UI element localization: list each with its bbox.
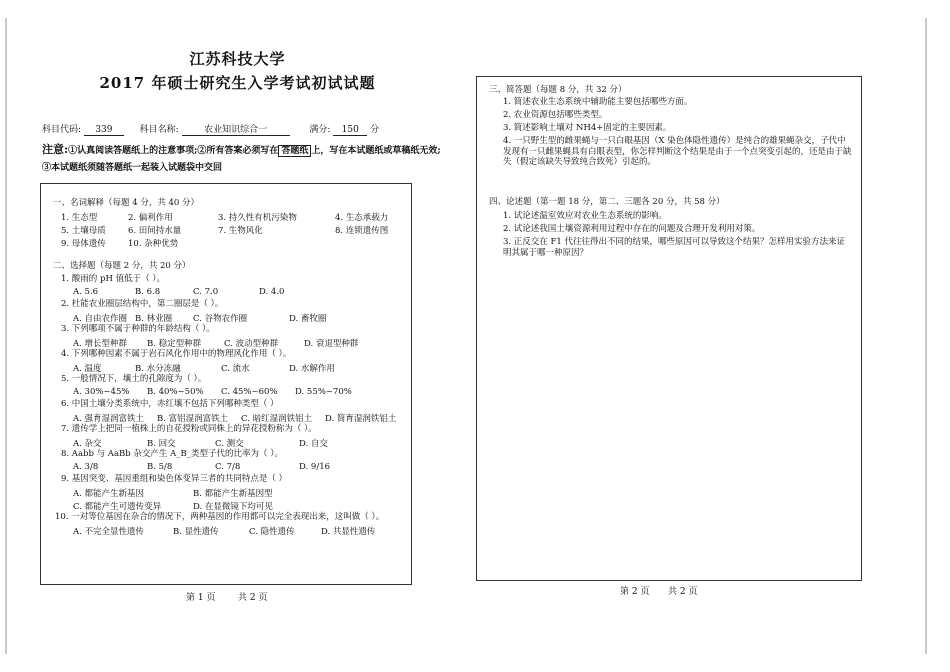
full-score: 150 — [333, 125, 367, 136]
option: B. 显性遗传 — [173, 527, 219, 537]
question-stem: 2. 杜能农业圈层结构中，第二圈层是（ ）。 — [61, 299, 224, 309]
option: D. 9/16 — [299, 462, 331, 472]
option: B. 5/8 — [147, 462, 173, 472]
term-item: 8. 连锁遗传图 — [335, 226, 389, 236]
term-item: 7. 生物风化 — [218, 226, 263, 236]
option: D. 自交 — [299, 439, 328, 449]
page2-question-box — [476, 76, 862, 581]
term-item: 9. 母体遗传 — [61, 239, 106, 249]
essay-item: 1. 试论述温室效应对农业生态系统的影响。 — [503, 211, 667, 221]
term-item: 5. 土壤母质 — [61, 226, 106, 236]
option: A. 杂交 — [73, 439, 102, 449]
option: C. 45%~60% — [221, 387, 278, 397]
option: A. 5.6 — [73, 287, 99, 297]
page2-number: 第 2 页 — [620, 587, 650, 597]
university-name: 江苏科技大学 — [189, 50, 286, 68]
essay-item: 2. 试论述我国土壤资源利用过程中存在的问题及合理开发利用对策。 — [503, 224, 761, 234]
left-sheet-edge — [5, 18, 7, 654]
question-stem: 1. 酸雨的 pH 值低于（ ）。 — [61, 274, 166, 284]
short-answer-item: 2. 农业资源包括哪些类型。 — [503, 110, 608, 120]
option: A. 温度 — [73, 364, 102, 374]
full-score-unit: 分 — [370, 125, 380, 135]
answer-sheet-highlight: 答题纸 — [278, 145, 311, 157]
option: D. 55%~70% — [295, 387, 352, 397]
option: C. 谷物农作圈 — [193, 314, 248, 324]
option: A. 自由农作圈 — [73, 314, 128, 324]
subject-code-label: 科目代码: — [42, 125, 82, 135]
question-stem: 4. 下列哪种因素不属于岩石风化作用中的物理风化作用（ ）。 — [61, 349, 292, 359]
option: A. 不完全显性遗传 — [73, 527, 145, 537]
option: A. 30%~45% — [73, 387, 130, 397]
subject-name-label: 科目名称: — [139, 125, 179, 135]
option: C. 7.0 — [193, 287, 219, 297]
term-item: 4. 生态承载力 — [335, 213, 389, 223]
question-stem: 3. 下列哪项不属于种群的年龄结构（ ）。 — [61, 324, 215, 334]
option: B. 富铝湿润富铁土 — [157, 414, 229, 424]
short-answer-item: 3. 简述影响土壤对 NH4+固定的主要因素。 — [503, 123, 672, 133]
option: C. 都能产生可遗传变异 — [73, 502, 162, 512]
subject-meta — [42, 122, 379, 136]
section1-title: 一、名词解释（每题 4 分，共 40 分） — [53, 198, 200, 208]
notice-line-2: ③本试题纸须随答题纸一起装入试题袋中交回 — [42, 163, 223, 173]
question-stem: 10. 一对等位基因在杂合的情况下，两种基因的作用都可以完全表现出来，这叫做（ ）。 — [55, 512, 385, 522]
option: C. 暗红湿润铁铝土 — [241, 414, 313, 424]
right-sheet-edge — [925, 18, 927, 654]
option: C. 波动型种群 — [224, 339, 279, 349]
notice-line-1: 注意:①认真阅读答题纸上的注意事项;②所有答案必须写在 答题纸 上，写在本试题纸或草稿纸无效; — [42, 143, 441, 156]
term-item: 3. 持久性有机污染物 — [218, 213, 297, 223]
full-score-label: 满分: — [309, 125, 331, 135]
section3-title: 三、简答题（每题 8 分，共 32 分） — [489, 85, 627, 95]
option: D. 在显微镜下均可见 — [193, 502, 273, 512]
section4-title: 四、论述题（第一题 18 分，第二、三题各 20 分，共 58 分） — [489, 197, 725, 207]
option: B. 回交 — [147, 439, 176, 449]
question-stem: 5. 一般情况下，壤土的孔隙度为（ ）。 — [61, 374, 207, 384]
option: D. 水解作用 — [289, 364, 335, 374]
option: B. 林业圈 — [135, 314, 173, 324]
term-item: 2. 偏利作用 — [128, 213, 173, 223]
option: D. 畜牧圈 — [289, 314, 327, 324]
option: B. 6.8 — [135, 287, 161, 297]
option: A. 强育湿润富铁土 — [73, 414, 145, 424]
option: D. 衰退型种群 — [304, 339, 359, 349]
short-answer-item: 1. 简述农业生态系统中辅助能主要包括哪些方面。 — [503, 97, 693, 107]
option: D. 简育湿润铁铝土 — [325, 414, 397, 424]
subject-name: 农业知识综合一 — [182, 122, 290, 136]
option: C. 测交 — [215, 439, 244, 449]
option: B. 稳定型种群 — [147, 339, 202, 349]
term-item: 10. 杂种优势 — [128, 239, 179, 249]
question-stem: 7. 遗传学上把同一植株上的自花授粉或同株上的异花授粉称为（ ）。 — [61, 424, 317, 434]
notice-label: 注意: — [42, 143, 69, 156]
option: B. 水分冻融 — [135, 364, 181, 374]
short-answer-item: 4. 一只野生型的雌果蝇与一只白眼基因（X 染色体隐性遗传）是纯合的雄果蝇杂交，子代中发现有一只雌果蝇具有白眼表型，你怎样判断这个结果是由于一个点突变引起的，还是由于缺失（假定该缺失导致纯合致死）引起的。 — [503, 136, 852, 167]
option: B. 40%~50% — [147, 387, 204, 397]
term-item: 6. 田间持水量 — [128, 226, 182, 236]
question-stem: 9. 基因突变、基因重组和染色体变异三者的共同特点是（ ） — [61, 474, 288, 484]
question-stem: 8. Aabb 与 AaBb 杂交产生 A_B_类型子代的比率为（ ）。 — [61, 449, 283, 459]
section2-title: 二、选择题（每题 2 分，共 20 分） — [53, 261, 191, 271]
question-stem: 6. 中国土壤分类系统中，赤红壤不包括下列哪种类型（ ） — [61, 399, 279, 409]
option: C. 隐性遗传 — [249, 527, 295, 537]
subject-code: 339 — [84, 125, 124, 136]
term-item: 1. 生态型 — [61, 213, 98, 223]
option: D. 4.0 — [259, 287, 285, 297]
page1-question-box — [40, 183, 412, 585]
essay-item: 3. 正反交在 F1 代往往得出不同的结果，哪些原因可以导致这个结果？怎样用实验方法来证明其属于哪一种原因？ — [503, 237, 846, 258]
page2-total: 共 2 页 — [668, 587, 698, 597]
option: D. 共显性遗传 — [321, 527, 376, 537]
option: A. 增长型种群 — [73, 339, 128, 349]
option: A. 3/8 — [73, 462, 99, 472]
option: A. 都能产生新基因 — [73, 489, 145, 499]
page1-total: 共 2 页 — [238, 593, 268, 603]
option: B. 都能产生新基因型 — [193, 489, 273, 499]
exam-title: 2017 年硕士研究生入学考试初试试题 — [99, 74, 376, 92]
option: C. 7/8 — [215, 462, 241, 472]
option: C. 流水 — [221, 364, 250, 374]
page1-number: 第 1 页 — [186, 593, 216, 603]
